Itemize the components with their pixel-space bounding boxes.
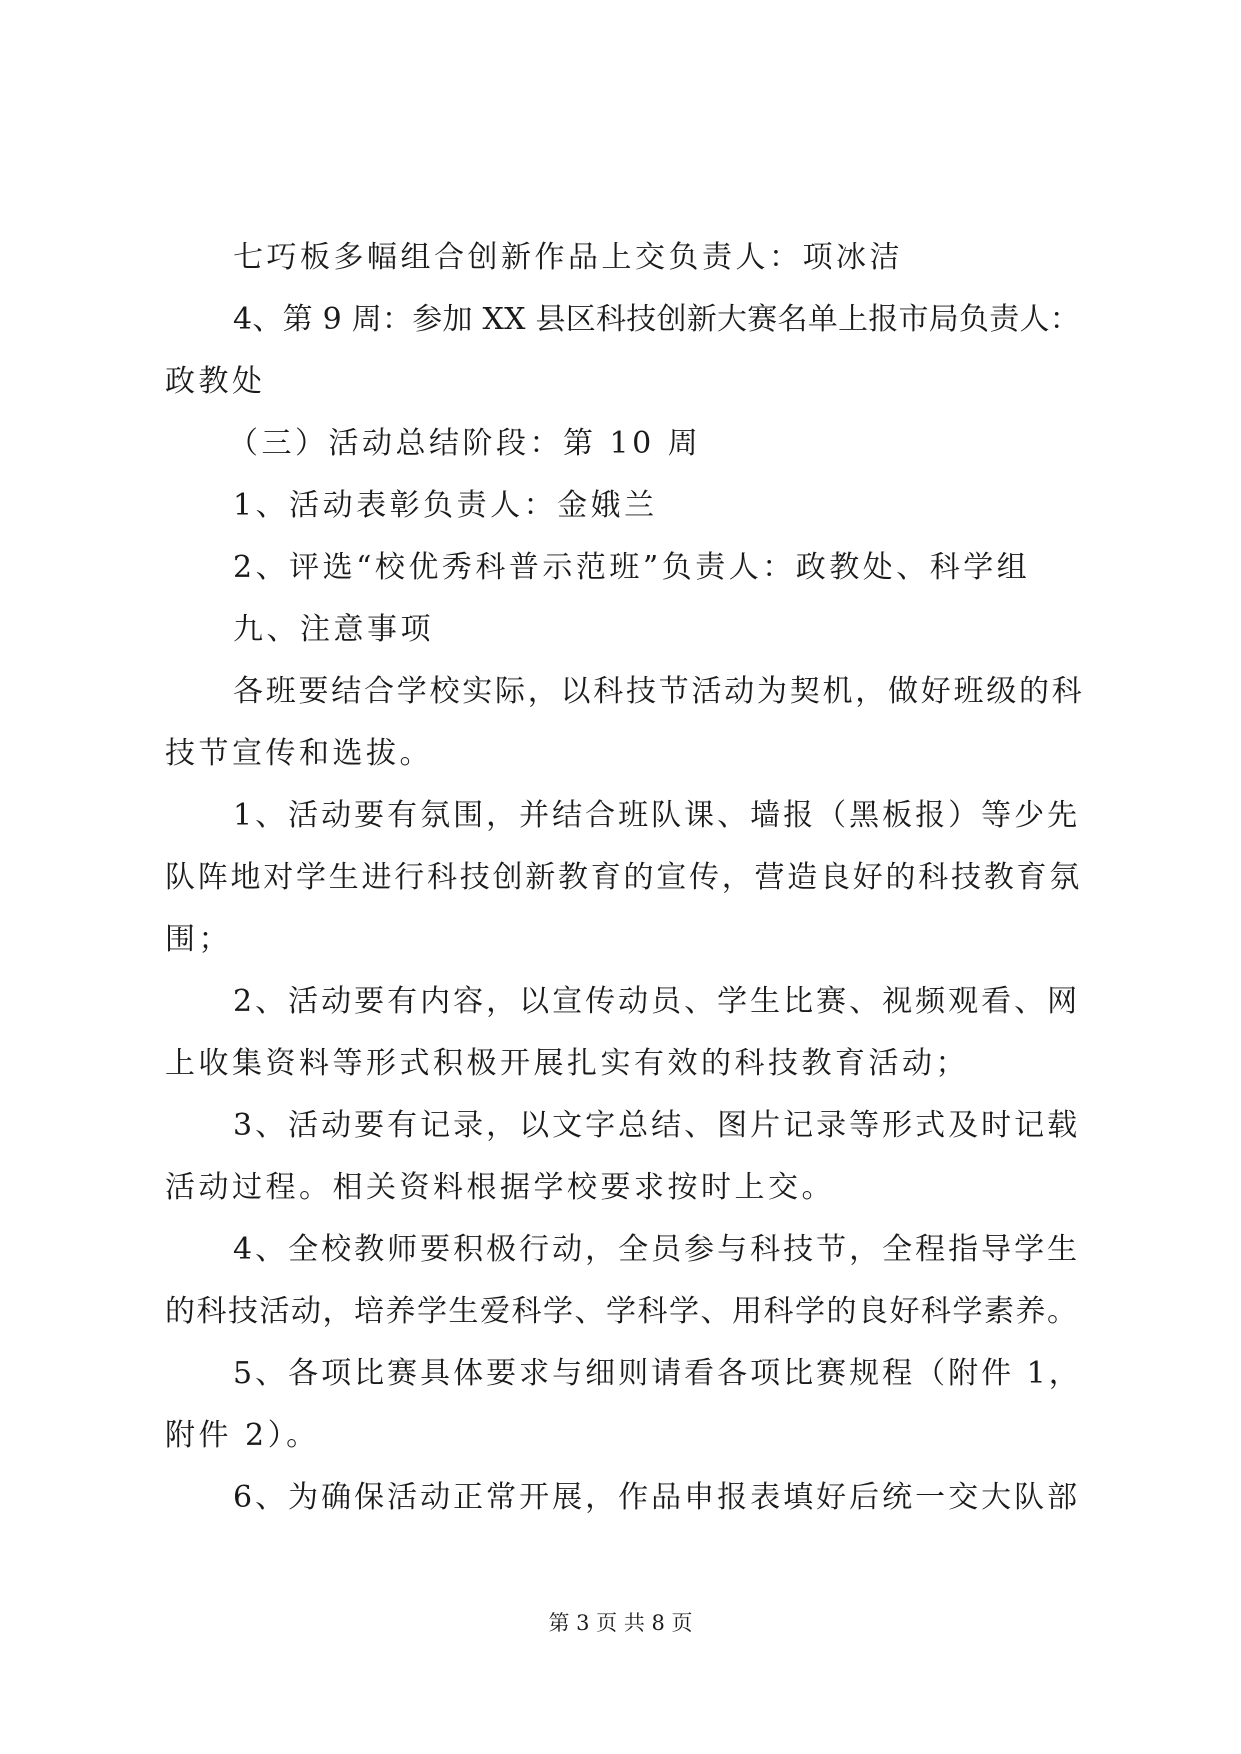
text-line: 活动过程。相关资料根据学校要求按时上交。 [165,1170,835,1205]
text-line: 上收集资料等形式积极开展扎实有效的科技教育活动； [165,1046,969,1081]
text-line: 各班要结合学校实际，以科技节活动为契机，做好班级的科 [233,674,1085,709]
text-line: 6、为确保活动正常开展，作品申报表填好后统一交大队部 [233,1480,1081,1515]
text-line: 5、各项比赛具体要求与细则请看各项比赛规程（附件 1， [233,1356,1082,1391]
text-line: 围； [165,922,232,957]
text-line: 附件 2）。 [165,1418,320,1453]
text-line: 4、第 9 周：参加 XX 县区科技创新大赛名单上报市局负责人： [233,302,1081,337]
page-footer [0,1608,1241,1638]
text-line: 2、活动要有内容，以宣传动员、学生比赛、视频观看、网 [233,984,1081,1019]
text-line: （三）活动总结阶段：第 10 周 [228,426,702,461]
text-line: 七巧板多幅组合创新作品上交负责人：项冰洁 [233,240,903,275]
text-line: 4、全校教师要积极行动，全员参与科技节，全程指导学生 [233,1232,1081,1267]
text-line: 1、活动表彰负责人：金娥兰 [233,488,658,523]
text-line: 政教处 [165,364,266,399]
text-line: 1、活动要有氛围，并结合班队课、墙报（黑板报）等少先 [233,798,1081,833]
section-heading: 九、注意事项 [233,612,434,647]
text-line: 的科技活动，培养学生爱科学、学科学、用科学的良好科学素养。 [165,1294,1079,1329]
text-line: 3、活动要有记录，以文字总结、图片记录等形式及时记载 [233,1108,1081,1143]
text-line: 2、评选“校优秀科普示范班”负责人：政教处、科学组 [233,550,1031,585]
text-line: 队阵地对学生进行科技创新教育的宣传，营造良好的科技教育氛 [165,860,1082,895]
page-number: 第 3 页 共 8 页 [548,1611,693,1635]
text-line: 技节宣传和选拔。 [165,736,433,771]
